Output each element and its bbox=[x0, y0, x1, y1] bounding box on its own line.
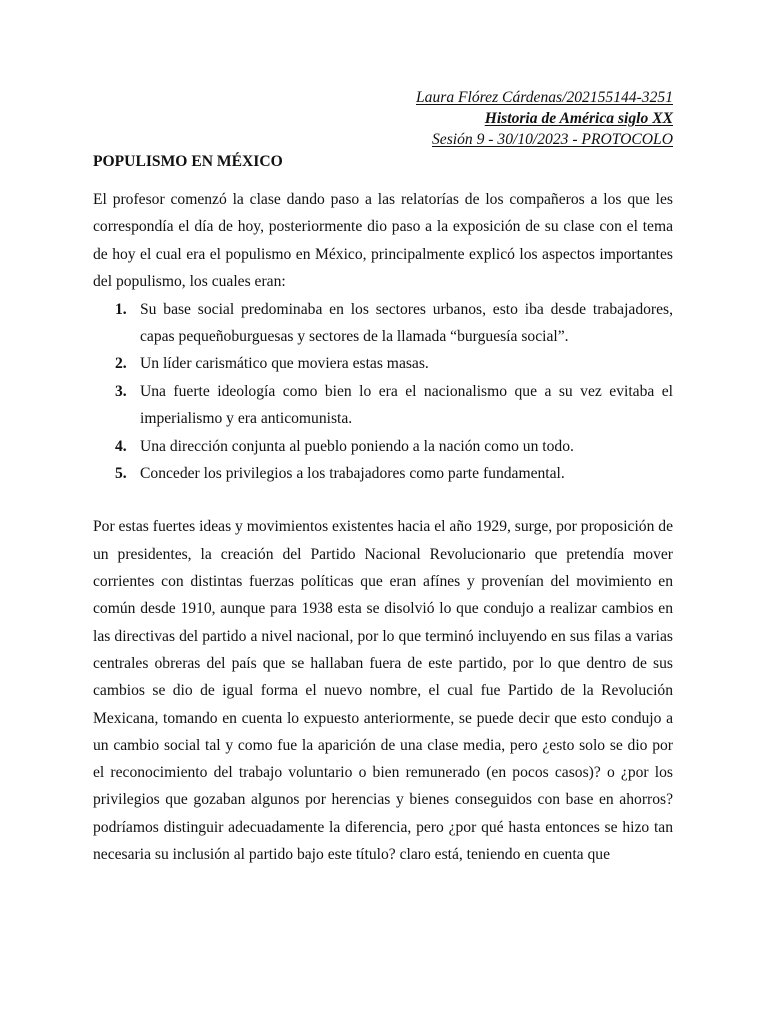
course-line: Historia de América siglo XX bbox=[484, 110, 673, 127]
list-item bbox=[115, 350, 673, 377]
intro-paragraph: El profesor comenzó la clase dando paso a las relatorías de los compañeros a los que les correspondía el día de hoy, posteriormente dio paso a la exposición de su clase con el tema de hoy el cual era el populismo en México, principalmente explicó los aspectos importantes del populismo, los cuales eran: bbox=[93, 191, 673, 291]
list-item-text: Su base social predominaba en los sectores urbanos, esto iba desde trabajadores, capas pequeñoburguesas y sectores de la llamada “burguesía social”. bbox=[140, 300, 673, 346]
list-item-text: Una fuerte ideología como bien lo era el nacionalismo que a su vez evitaba el imperialismo y era anticomunista. bbox=[140, 382, 673, 428]
list-item bbox=[115, 460, 673, 487]
list-item-number: 5. bbox=[115, 465, 127, 483]
list-item-number: 4. bbox=[115, 437, 127, 455]
aspects-list bbox=[93, 296, 673, 488]
document-title: POPULISMO EN MÉXICO bbox=[93, 153, 283, 170]
list-item bbox=[115, 296, 673, 351]
body-paragraph: Por estas fuertes ideas y movimientos existentes hacia el año 1929, surge, por proposición de un presidentes, la creación del Partido Nacional Revolucionario que pretendía mover corrientes con distintas fuerzas políticas que eran afínes y provenían del movimiento en común desde 1910, aunque para 1938 esta se disolvió lo que condujo a realizar cambios en las directivas del partido a nivel nacional, por lo que terminó incluyendo en sus filas a varias centrales obreras del país que se hallaban fuera de este partido, por lo que dentro de sus cambios se dio de igual forma el nuevo nombre, el cual fue Partido de la Revolución Mexicana, tomando en cuenta lo expuesto anteriormente, se puede decir que esto condujo a un cambio social tal y como fue la aparición de una clase media, pero ¿esto solo se dio por el reconocimiento del trabajo voluntario o bien remunerado (en pocos casos)? o ¿por los privilegios que gozaban algunos por herencias y bienes conseguidos con base en ahorros? podríamos distinguir adecuadamente la diferencia, pero ¿por qué hasta entonces se hizo tan necesaria su inclusión al partido bajo este título? claro está, teniendo en cuenta que bbox=[93, 518, 674, 864]
document-header bbox=[93, 87, 673, 150]
session-line: Sesión 9 - 30/10/2023 - PROTOCOLO bbox=[432, 131, 673, 148]
list-item-text: Una dirección conjunta al pueblo poniendo a la nación como un todo. bbox=[140, 437, 574, 455]
document-page bbox=[93, 87, 673, 868]
author-line: Laura Flórez Cárdenas/202155144-3251 bbox=[415, 89, 673, 106]
list-item-number: 2. bbox=[115, 355, 127, 373]
list-item bbox=[115, 433, 673, 460]
list-item-text: Conceder los privilegios a los trabajadores como parte fundamental. bbox=[140, 465, 565, 483]
list-item-text: Un líder carismático que moviera estas masas. bbox=[140, 355, 429, 373]
list-item bbox=[115, 378, 673, 433]
list-item-number: 1. bbox=[115, 300, 127, 318]
list-item-number: 3. bbox=[115, 382, 127, 400]
